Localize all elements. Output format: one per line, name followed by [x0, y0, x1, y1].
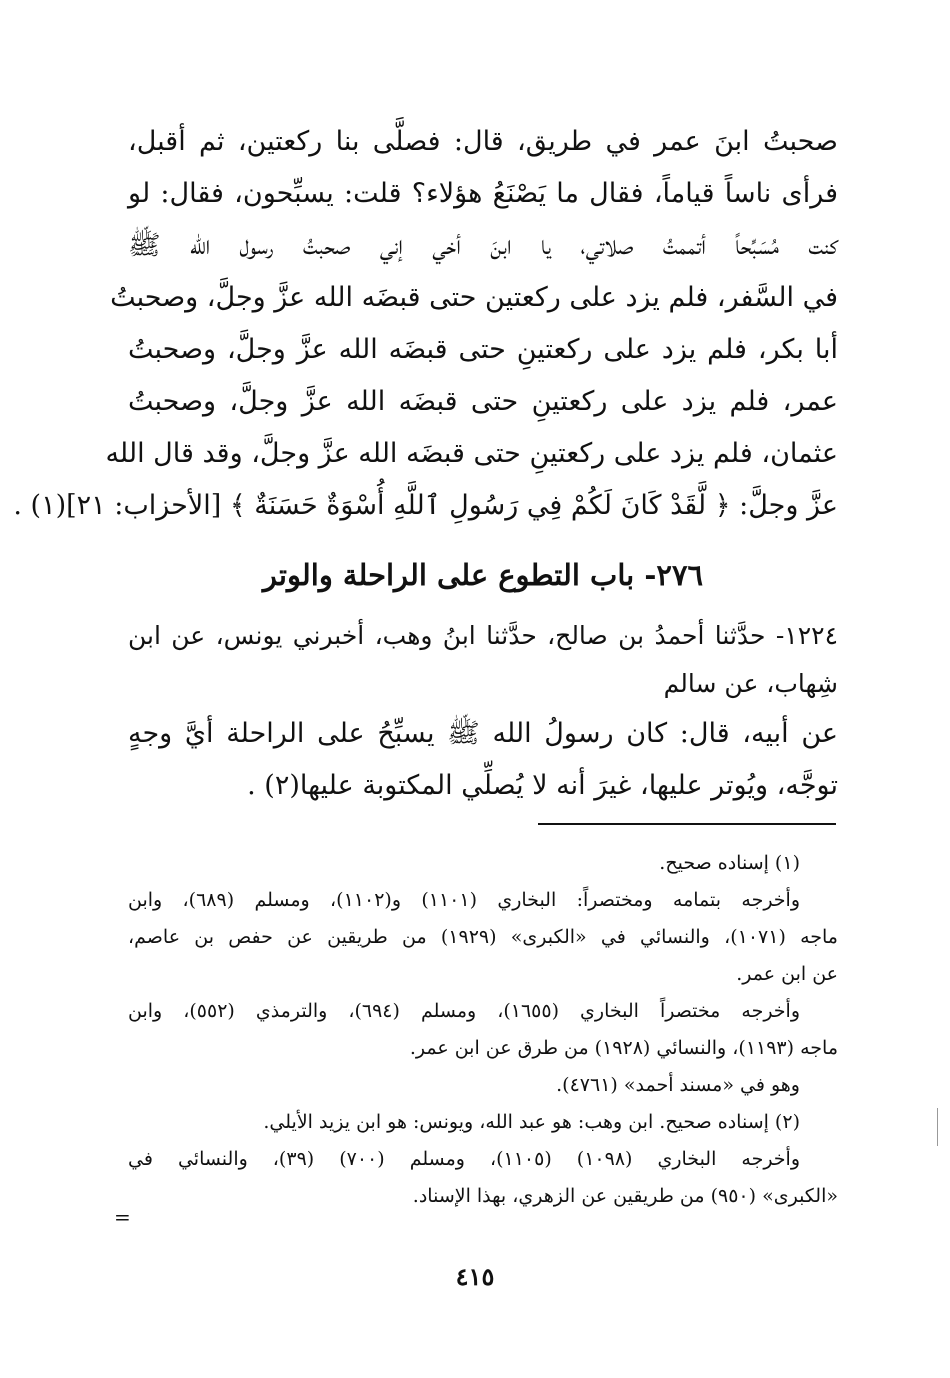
footnote-line: (٢) إسناده صحيح. ابن وهب: هو عبد الله، ويونس: هو ابن يزيد الأيلي. [263, 1111, 800, 1133]
main-text-line: عمر، فلم يزد على ركعتينِ حتى قبضَه الله عزَّ وجلَّ، وصحبتُ [128, 386, 838, 417]
footnote-line: (١) إسناده صحيح. [659, 852, 800, 874]
footnotes [128, 845, 838, 1215]
continuation-mark: = [114, 1205, 131, 1229]
hadith-matn [128, 708, 838, 812]
page-number: ٤١٥ [455, 1262, 495, 1291]
main-text-line: أبا بكر، فلم يزد على ركعتينِ حتى قبضَه الله عزَّ وجلَّ، وصحبتُ [128, 334, 838, 365]
footnote-line: ماجه (١٠٧١)، والنسائي في «الكبرى» (١٩٢٩) من طريقين عن حفص بن عاصم، [128, 926, 838, 948]
hadith-isnad-line: ١٢٢٤- حدَّثنا أحمدُ بن صالح، حدَّثنا ابنُ وهب، أخبرني يونس، عن ابن [128, 621, 838, 650]
hadith-isnad [128, 612, 838, 708]
main-text-line: عثمان، فلم يزد على ركعتينِ حتى قبضَه الله عزَّ وجلَّ، وقد قال الله [105, 438, 838, 469]
footnote-separator [538, 823, 836, 825]
footnote-line: وأخرجه البخاري (١٠٩٨) (١١٠٥)، ومسلم (٧٠٠) (٣٩)، والنسائي في [128, 1148, 801, 1170]
main-text-line: كنت مُسَبِّحاً أتممتُ صلاتي، يا ابنَ أخي إني صحبتُ رسول الله ﷺ [128, 230, 838, 261]
footnote-line: وأخرجه بتمامه ومختصراً: البخاري (١١٠١) و(١١٠٢)، ومسلم (٦٨٩)، وابن [128, 889, 801, 911]
main-text-line: صحبتُ ابنَ عمر في طريق، قال: فصلَّى بنا ركعتين، ثم أقبل، [128, 126, 838, 157]
hadith-matn-line: توجَّه، ويُوتر عليها، غيرَ أنه لا يُصلِّي المكتوبة عليها(٢) . [247, 770, 838, 801]
main-text [13, 116, 838, 532]
hadith-matn-line: عن أبيه، قال: كان رسولُ الله ﷺ يسبِّحُ على الراحلة أيَّ وجهٍ [128, 718, 838, 749]
footnote-line: وأخرجه مختصراً البخاري (١٦٥٥)، ومسلم (٦٩٤)، والترمذي (٥٥٢)، وابن [128, 1000, 800, 1022]
footnote-line: وهو في «مسند أحمد» (٤٧٦١). [556, 1074, 800, 1096]
main-text-line: في السَّفر، فلم يزد على ركعتين حتى قبضَه الله عزَّ وجلَّ، وصحبتُ [110, 282, 838, 313]
chapter-heading: ٢٧٦- باب التطوع على الراحلة والوتر [262, 558, 704, 592]
footnote-line: عن ابن عمر. [736, 963, 838, 985]
main-text-line: عزَّ وجلَّ: ﴿ لَّقَدْ كَانَ لَكُمْ فِي رَسُولِ ٱللَّهِ أُسْوَةٌ حَسَنَةٌ ﴾ [الأحزاب: ٢١](١) . [13, 490, 838, 521]
main-text-line: فرأى ناساً قياماً، فقال ما يَصْنَعُ هؤلاء؟ قلت: يسبِّحون، فقال: لو [128, 178, 838, 209]
margin-mark [937, 1108, 938, 1146]
hadith-isnad-line: شِهاب، عن سالم [663, 669, 838, 698]
footnote-line: «الكبرى» (٩٥٠) من طريقين عن الزهري، بهذا الإسناد. [412, 1185, 838, 1207]
footnote-line: ماجه (١١٩٣)، والنسائي (١٩٢٨) من طرق عن ابن عمر. [409, 1037, 838, 1059]
